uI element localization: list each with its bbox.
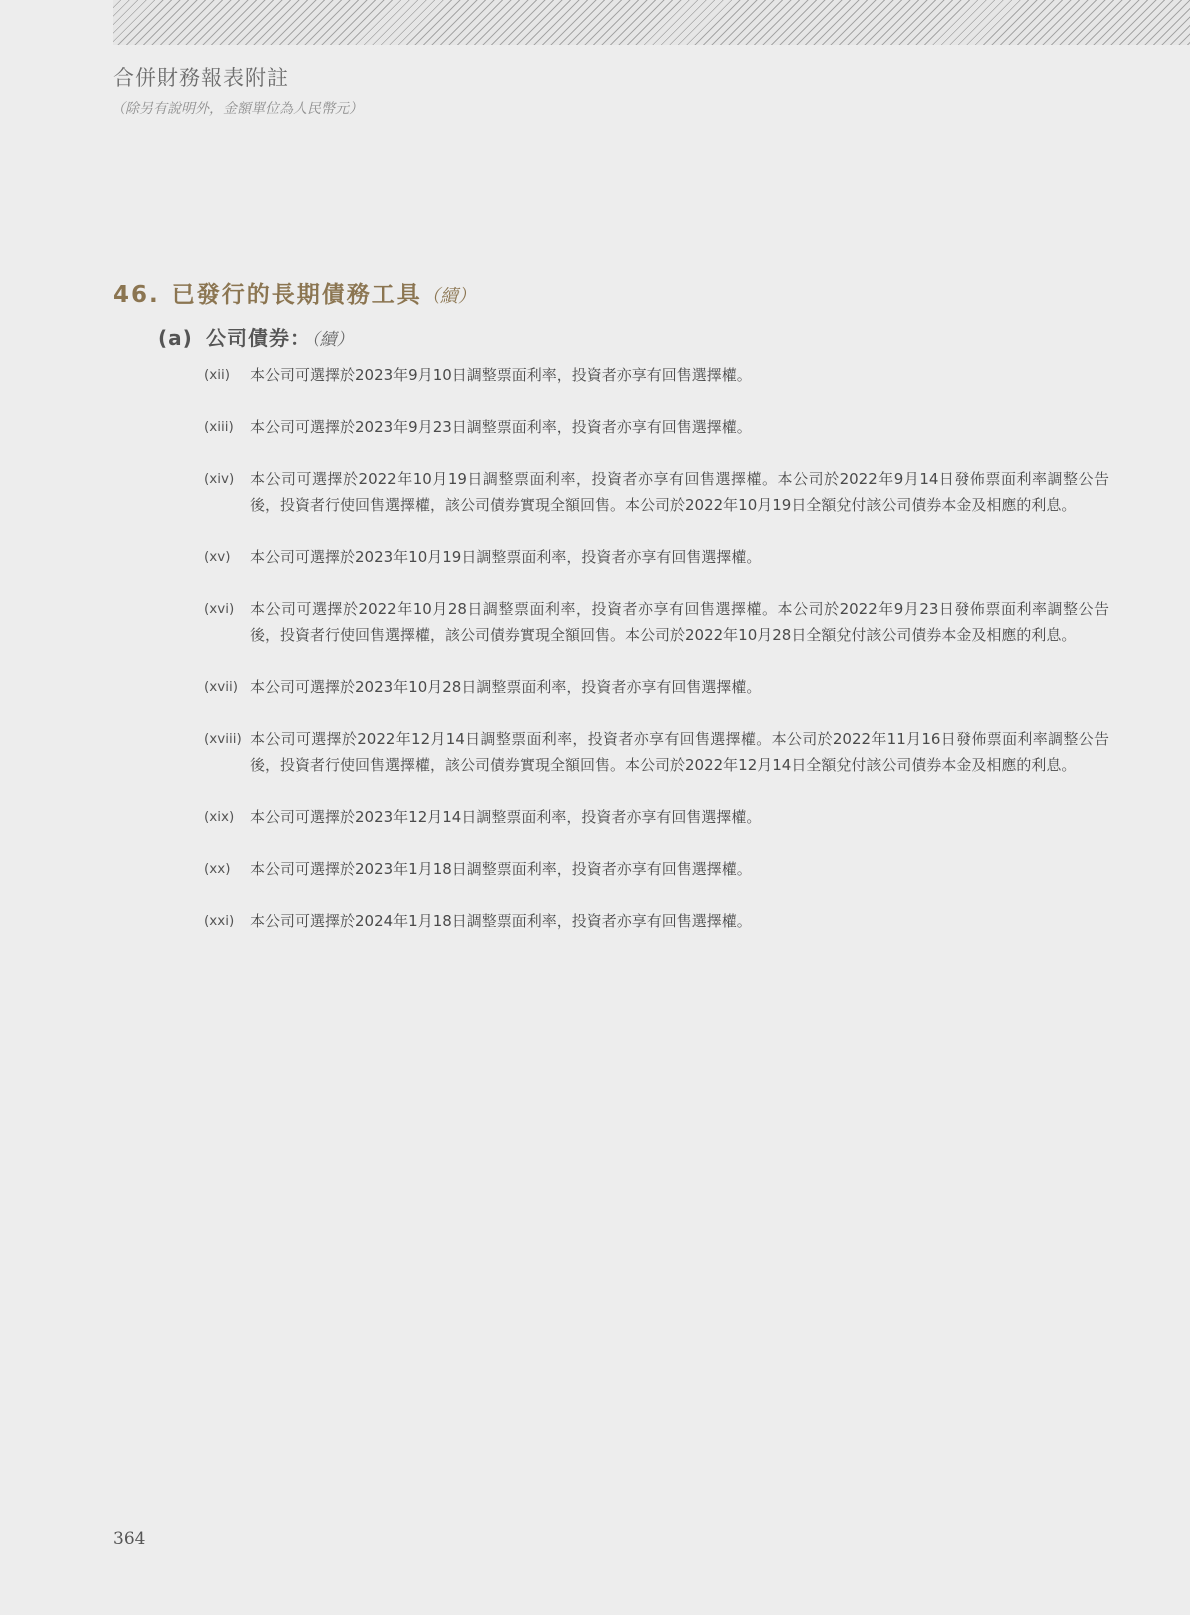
subsection-continued: （續）: [311, 330, 354, 350]
subsection-title: 公司債券：: [206, 326, 311, 350]
list-item: [204, 414, 1109, 440]
item-text: 本公司可選擇於2024年1月18日調整票面利率，投資者亦享有回售選擇權。: [250, 912, 752, 930]
item-text: 本公司可選擇於2023年12月14日調整票面利率，投資者亦享有回售選擇權。: [250, 808, 762, 826]
item-number: (xxi): [204, 913, 235, 929]
subsection-marker: (a): [158, 326, 193, 350]
list-item: [204, 674, 1109, 700]
list-item: [204, 466, 1109, 518]
section-number: 46.: [113, 282, 160, 308]
list-item: [204, 596, 1109, 648]
item-number: (xviii): [204, 731, 242, 747]
item-text: 本公司可選擇於2023年9月10日調整票面利率，投資者亦享有回售選擇權。: [250, 366, 752, 384]
item-number: (xiii): [204, 419, 234, 435]
item-text: 本公司可選擇於2023年1月18日調整票面利率，投資者亦享有回售選擇權。: [250, 860, 752, 878]
item-text: 本公司可選擇於2022年10月19日調整票面利率，投資者亦享有回售選擇權。本公司於2022年9月14日發佈票面利率調整公告後，投資者行使回售選擇權，該公司債券實現全額回售。本公司於2022年10月19日全額兌付該公司債券本金及相應的利息。: [250, 470, 1109, 514]
bond-notes-list: [204, 362, 1109, 960]
document-subtitle: （除另有說明外，金額單位為人民幣元）: [111, 101, 363, 117]
list-item: [204, 804, 1109, 830]
section-heading: [113, 276, 476, 309]
item-number: (xix): [204, 809, 235, 825]
section-title: 已發行的長期債務工具: [171, 282, 422, 308]
page-number: 364: [113, 1529, 146, 1549]
section-continued: （續）: [421, 286, 476, 307]
item-text: 本公司可選擇於2023年10月28日調整票面利率，投資者亦享有回售選擇權。: [250, 678, 762, 696]
item-number: (xvii): [204, 679, 239, 695]
item-number: (xx): [204, 861, 231, 877]
list-item: [204, 362, 1109, 388]
list-item: [204, 908, 1109, 934]
item-number: (xv): [204, 549, 231, 565]
header-hatch-band: [113, 0, 1190, 45]
item-text: 本公司可選擇於2023年9月23日調整票面利率，投資者亦享有回售選擇權。: [250, 418, 752, 436]
item-number: (xii): [204, 367, 231, 383]
item-text: 本公司可選擇於2023年10月19日調整票面利率，投資者亦享有回售選擇權。: [250, 548, 762, 566]
item-text: 本公司可選擇於2022年10月28日調整票面利率，投資者亦享有回售選擇權。本公司於2022年9月23日發佈票面利率調整公告後，投資者行使回售選擇權，該公司債券實現全額回售。本公司於2022年10月28日全額兌付該公司債券本金及相應的利息。: [250, 600, 1109, 644]
list-item: [204, 544, 1109, 570]
item-number: (xiv): [204, 471, 235, 487]
item-text: 本公司可選擇於2022年12月14日調整票面利率，投資者亦享有回售選擇權。本公司於2022年11月16日發佈票面利率調整公告後，投資者行使回售選擇權，該公司債券實現全額回售。本公司於2022年12月14日全額兌付該公司債券本金及相應的利息。: [250, 730, 1109, 774]
list-item: [204, 726, 1109, 778]
subsection-heading: [158, 322, 354, 351]
item-number: (xvi): [204, 601, 235, 617]
list-item: [204, 856, 1109, 882]
document-title: 合併財務報表附註: [113, 66, 289, 90]
